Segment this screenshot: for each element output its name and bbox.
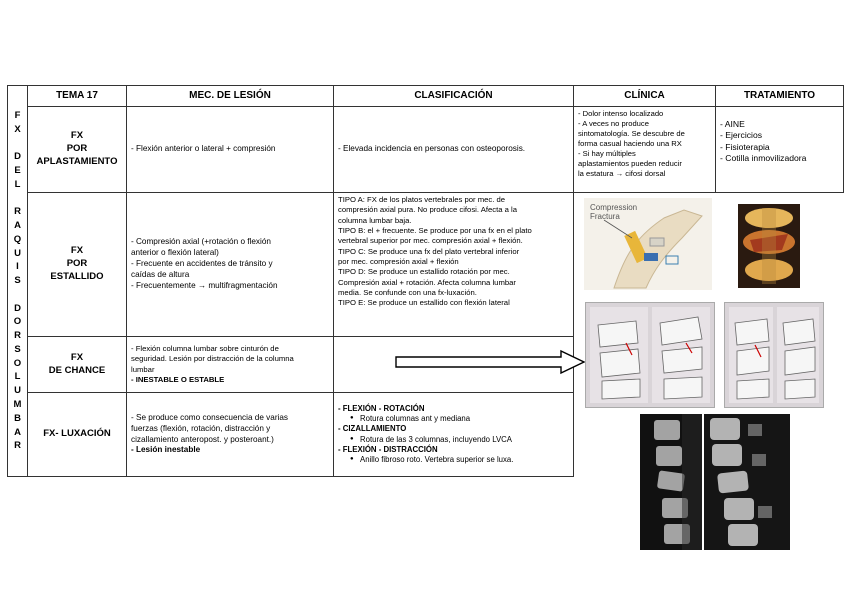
mec-chance: - Flexión columna lumbar sobre cinturón de seguridad. Lesión por distracción de la columna lumbar - INESTABLE O ESTABLE bbox=[127, 337, 334, 393]
vertical-title-letter: U bbox=[14, 247, 21, 259]
vertical-title-letter: L bbox=[14, 371, 21, 383]
vertical-title-letter: S bbox=[14, 343, 21, 355]
tratamiento-aplastamiento: - AINE - Ejercicios - Fisioterapia - Cotilla inmovilizadora bbox=[716, 107, 844, 193]
vertical-title-letter: O bbox=[13, 357, 22, 369]
header-tema: TEMA 17 bbox=[28, 86, 127, 107]
vertical-title-letter: A bbox=[14, 426, 21, 438]
vertical-title-letter: X bbox=[14, 123, 21, 135]
arrow-icon bbox=[395, 349, 587, 375]
compression-label-line1: Compression bbox=[590, 203, 638, 212]
vertical-title-letter bbox=[8, 136, 27, 150]
vertical-title-letter: R bbox=[14, 440, 21, 452]
vertical-title-letter: M bbox=[13, 399, 22, 410]
clasif-luxacion: - FLEXIÓN - ROTACIÓN ● Rotura columnas ant y mediana - CIZALLAMIENTO ● Rotura de las 3 columnas, incluyendo LVCA - FLEXIÓN - DISTRACCIÓN ● Anillo fibroso roto. Vertebra superior se luxa. bbox=[334, 393, 574, 477]
vertical-title-letter: R bbox=[14, 206, 21, 218]
vertical-title-letter: I bbox=[16, 261, 19, 273]
header-clasificacion: CLASIFICACIÓN bbox=[334, 86, 574, 107]
clinica-aplastamiento: - Dolor intenso localizado - A veces no produce sintomatología. Se descubre de forma casual haciendo una RX - Si hay múltiples aplastamientos pueden reducir la estatura → cifosi dorsal bbox=[574, 107, 716, 193]
xray-image-2 bbox=[704, 414, 790, 550]
vertical-title-letter: F bbox=[14, 109, 21, 121]
burst-fracture-photo bbox=[738, 204, 800, 288]
vertical-title-letter: O bbox=[13, 316, 22, 328]
vertical-title-letter: Q bbox=[13, 233, 22, 245]
vertical-title-letter: S bbox=[14, 275, 21, 287]
vertical-title-letter: R bbox=[14, 330, 21, 342]
row-title-chance: FX DE CHANCE bbox=[28, 337, 127, 393]
mec-aplastamiento: - Flexión anterior o lateral + compresión bbox=[127, 107, 334, 193]
vertical-title-letter: D bbox=[14, 151, 21, 163]
chance-fracture-panel-1 bbox=[585, 302, 715, 408]
header-clinica: CLÍNICA bbox=[574, 86, 716, 107]
vertical-title-letter: U bbox=[14, 385, 21, 397]
vertical-title-letter bbox=[8, 288, 27, 302]
xray-image-1 bbox=[640, 414, 702, 550]
vertical-title-letter: E bbox=[14, 164, 21, 176]
chance-fracture-panel-2 bbox=[724, 302, 824, 408]
vertical-title bbox=[8, 86, 28, 477]
row-title-estallido: FX POR ESTALLIDO bbox=[28, 193, 127, 337]
row-title-aplastamiento: FX POR APLASTAMIENTO bbox=[28, 107, 127, 193]
vertical-title-letter: L bbox=[14, 178, 21, 190]
clasif-aplastamiento: - Elevada incidencia en personas con osteoporosis. bbox=[334, 107, 574, 193]
vertical-title-letter: D bbox=[14, 302, 21, 314]
vertical-title-letter: B bbox=[14, 412, 21, 424]
mec-luxacion: - Se produce como consecuencia de varias fuerzas (flexión, rotación, distracción y cizallamiento anteropost. y posteroant.) - Lesión inestable bbox=[127, 393, 334, 477]
vertical-title-letter: A bbox=[14, 220, 21, 232]
header-tratamiento: TRATAMIENTO bbox=[716, 86, 844, 107]
compression-fracture-illustration bbox=[584, 198, 712, 290]
row-title-luxacion: FX- LUXACIÓN bbox=[28, 393, 127, 477]
compression-label-line2: Fractura bbox=[590, 211, 620, 221]
vertical-title-letter bbox=[8, 192, 27, 206]
clasif-estallido: TIPO A: FX de los platos vertebrales por mec. de compresión axial pura. No produce cifosi. Afecta a la columna lumbar baja. TIPO B: el + frecuente. Se produce por una fx en el plato vertebral superior por mec. compresión axial + flexión. TIPO C: Se produce una fx del plato vertebral inferior por mec. compresión axial + flexión TIPO D: Se produce un estallido rotación por mec. Compresión axial + rotación. Afecta columna lumbar media. Se confunde con una fx-luxación. TIPO E: Se produce un estallido con flexión lateral bbox=[334, 193, 574, 337]
mec-estallido: - Compresión axial (+rotación o flexión anterior o flexión lateral) - Frecuente en accidentes de tránsito y caídas de altura - Frecuentemente → multifragmentación bbox=[127, 193, 334, 337]
header-mec: MEC. DE LESIÓN bbox=[127, 86, 334, 107]
